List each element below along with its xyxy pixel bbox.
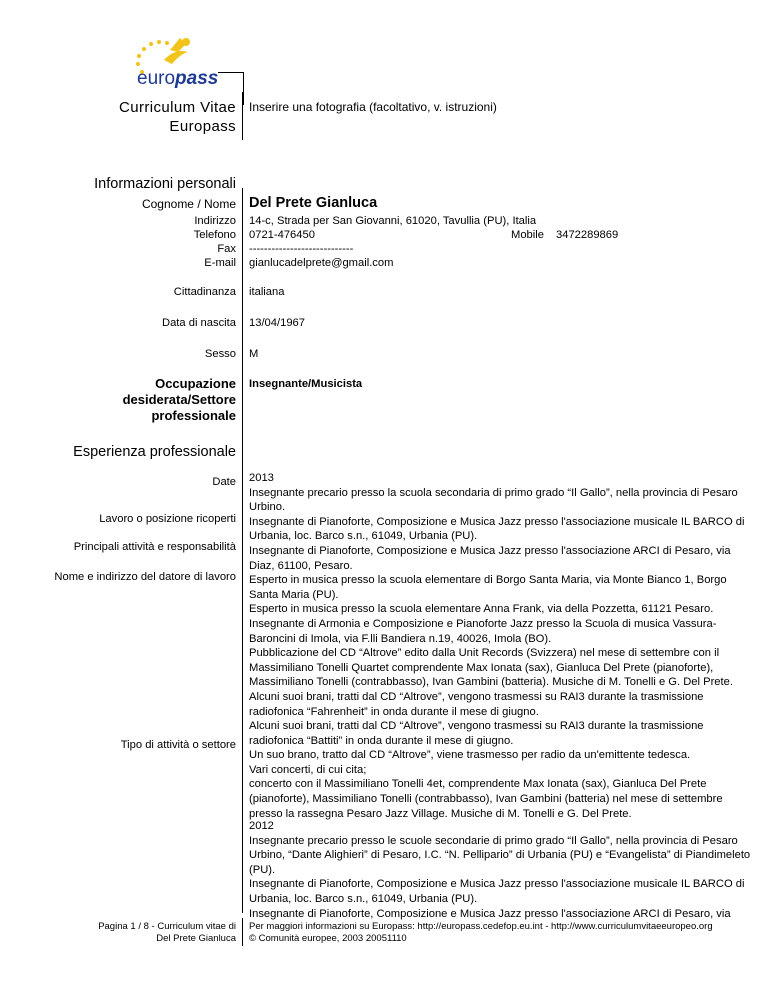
footer-page-line2: Del Prete Gianluca	[156, 933, 236, 944]
fax-label: Fax	[217, 243, 236, 255]
text-line: 2013	[249, 472, 274, 484]
text-line: concerto con il Massimiliano Tonelli 4et, comprendente Max Ionata (sax), Gianluca Del Prete	[249, 778, 707, 791]
name-value: Del Prete Gianluca	[249, 195, 378, 211]
fax-value: ----------------------------	[249, 243, 354, 255]
content-divider	[242, 188, 243, 913]
text-line: Insegnante di Armonia e Composizione e Pianoforte Jazz presso la Scuola di musica Vassura-	[249, 617, 717, 630]
text-line: Insegnante precario presso le scuole secondarie di primo grado “Il Gallo”, nella provincia di Pesaro	[249, 834, 738, 847]
text-line: 2012	[249, 820, 274, 832]
experience-entry-2013	[249, 471, 745, 821]
text-line: Baroncini di Imola, via F.lli Bandiera n.19, 40026, Imola (BO).	[249, 632, 552, 645]
text-line: Alcuni suoi brani, tratti dal CD “Altrove”, vengono trasmessi su RAI3 durante la trasmissione	[249, 720, 704, 733]
text-line: presso la rassegna Pesaro Jazz Village. Musiche di M. Tonelli e G. Del Prete.	[249, 807, 632, 820]
text-line: Esperto in musica presso la scuola elementare Anna Frank, via della Pozzetta, 61121 Pesaro.	[249, 603, 714, 616]
birth-value: 13/04/1967	[249, 317, 305, 329]
personal-section-title: Informazioni personali	[94, 176, 236, 192]
text-line: Esperto in musica presso la scuola elementare di Borgo Santa Maria, via Monte Bianco 1, Borgo	[249, 574, 727, 587]
footer-page-line1: Pagina 1 / 8 - Curriculum vitae di	[98, 921, 236, 932]
text-line: Urbania, loc. Barco s.n., 61049, Urbania (PU).	[249, 530, 478, 543]
occupation-label-line1: Occupazione	[155, 376, 236, 391]
text-line: Insegnante di Pianoforte, Composizione e Musica Jazz presso l'associazione ARCI di Pesaro, via	[249, 907, 731, 920]
text-line: (pianoforte), Massimiliano Tonelli (contrabbasso), Ivan Gambini (batteria) nel mese di settembre	[249, 793, 723, 806]
text-line: Massimiliano Tonelli (contrabbasso), Ivan Gambini (batteria). Musiche di M. Tonelli e G. Del Prete.	[249, 676, 733, 689]
occupation-label-line2: desiderata/Settore	[122, 392, 236, 407]
phone-value: 0721-476450	[249, 229, 315, 241]
footer-info-line1: Per maggiori informazioni su Europass: http://europass.cedefop.eu.int - http://www.curriculumvitaeeuropeo.org	[249, 921, 713, 932]
header-divider	[242, 92, 243, 140]
text-line: (PU).	[249, 863, 276, 876]
footer-info-line2: © Comunità europee, 2003 20051110	[249, 933, 407, 944]
text-line: Vari concerti, di cui cita;	[249, 763, 367, 776]
email-label: E-mail	[204, 257, 236, 269]
sex-label: Sesso	[204, 348, 236, 360]
footer-divider	[242, 918, 243, 946]
photo-note: Inserire una fotografia (facoltativo, v. istruzioni)	[249, 100, 497, 114]
mobile-value: 3472289869	[556, 229, 619, 241]
activities-label: Principali attività e responsabilità	[73, 541, 236, 553]
text-line: Alcuni suoi brani, tratti dal CD “Altrove”, vengono trasmessi su RAI3 durante la trasmissione	[249, 690, 704, 703]
text-line: radiofonica “Fahrenheit” in onda durante il mese di giugno.	[249, 705, 539, 718]
logo-text-pass: pass	[175, 68, 219, 89]
text-line: Insegnante precario presso la scuola secondaria di primo grado “Il Gallo”, nella provincia di Pesaro	[249, 486, 738, 499]
employer-label: Nome e indirizzo del datore di lavoro	[54, 571, 236, 583]
email-value: gianlucadelprete@gmail.com	[249, 257, 394, 269]
phone-label: Telefono	[193, 229, 236, 241]
address-label: Indirizzo	[194, 215, 236, 227]
text-line: Massimiliano Tonelli Quartet comprendente Max Ionata (sax), Gianluca Del Prete (pianoforte),	[249, 661, 714, 674]
text-line: Insegnante di Pianoforte, Composizione e Musica Jazz presso l'associazione ARCI di Pesaro, via	[249, 544, 731, 557]
text-line: Pubblicazione del CD “Altrove” edito dalla Unit Records (Svizzera) nel mese di settembre con il	[249, 647, 720, 660]
date-label: Date	[212, 476, 236, 488]
text-line: Santa Maria (PU).	[249, 588, 339, 601]
text-line: Insegnante di Pianoforte, Composizione e Musica Jazz presso l'associazione musicale IL BARCO di	[249, 515, 745, 528]
cv-title-line2: Europass	[169, 118, 236, 135]
occupation-value: Insegnante/Musicista	[249, 378, 363, 390]
text-line: Diaz, 61100, Pesaro.	[249, 559, 353, 572]
text-line: Urbino, “Dante Alighieri” di Pesaro, I.C. “N. Pellipario” di Urbania (PU) e “Evangelista” di Piandimeleto	[249, 849, 751, 862]
sex-value: M	[249, 348, 259, 360]
occupation-label-line3: professionale	[151, 408, 236, 423]
text-line: radiofonica “Battiti” in onda durante il mese di giugno.	[249, 734, 514, 747]
birth-label: Data di nascita	[161, 317, 236, 329]
text-line: Un suo brano, tratto dal CD “Altrove”, viene trasmesso per radio da un'emittente tedesca.	[249, 749, 691, 762]
text-line: Urbino.	[249, 501, 286, 514]
europass-logo	[120, 30, 245, 105]
text-line: Urbania, loc. Barco s.n., 61049, Urbania (PU).	[249, 892, 478, 905]
experience-entry-2012	[249, 819, 751, 921]
citizenship-label: Cittadinanza	[173, 286, 236, 298]
cv-title-line1: Curriculum Vitae	[119, 99, 236, 116]
name-label: Cognome / Nome	[141, 197, 236, 211]
job-label: Lavoro o posizione ricoperti	[99, 513, 236, 525]
address-value: 14-c, Strada per San Giovanni, 61020, Tavullia (PU), Italia	[249, 215, 537, 227]
citizenship-value: italiana	[249, 286, 285, 298]
mobile-label: Mobile	[511, 229, 544, 241]
logo-text-euro: euro	[137, 68, 176, 89]
experience-section-title: Esperienza professionale	[73, 444, 236, 460]
type-label: Tipo di attività o settore	[120, 739, 236, 751]
text-line: Insegnante di Pianoforte, Composizione e Musica Jazz presso l'associazione musicale IL BARCO di	[249, 878, 745, 891]
